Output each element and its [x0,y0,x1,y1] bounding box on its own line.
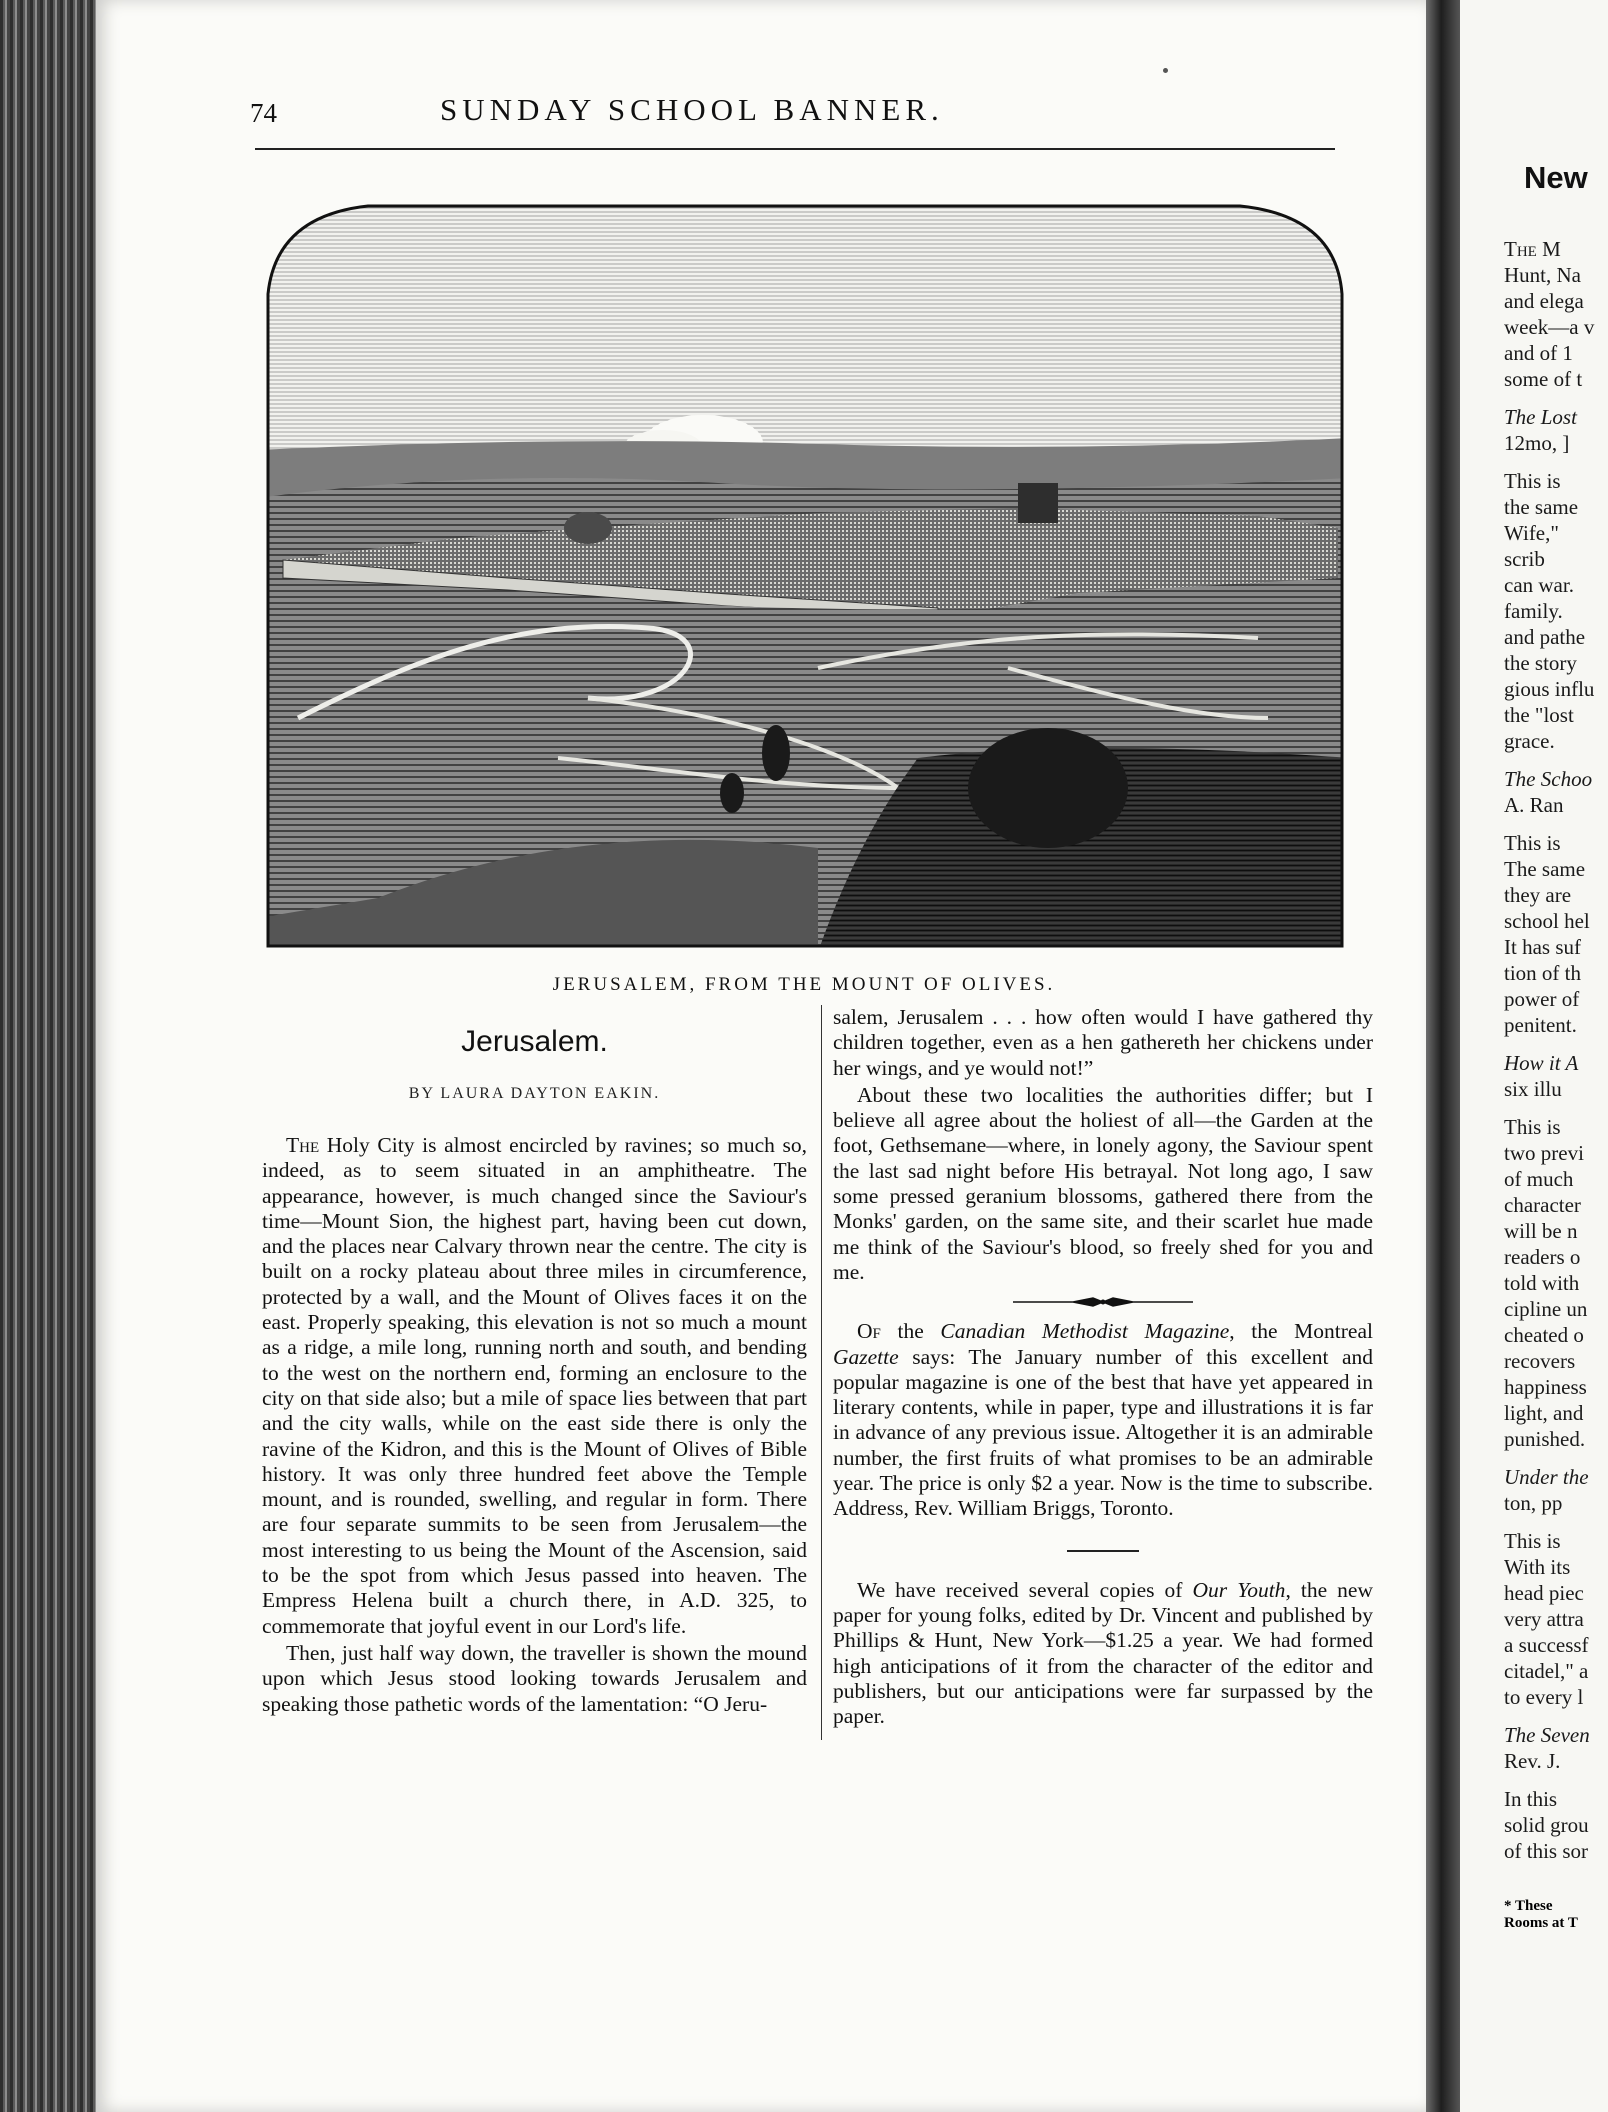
right-page-line: The same [1504,857,1586,881]
paragraph-text: Holy City is almost encircled by ravines; so much so, indeed, as to seem situated in an amphitheatre. The appearance, however, is much changed since the Saviour's time—Mount Sion, the highest part, having been cut down, and the places near Calvary thrown near the centre. The city is built on a rocky plateau about three miles in circumference, protected by a wall, and the Mount of Olives faces it on the east. Properly speaking, this elevation is not so much a mount as a ridge, a mile long, running north and south, and bending to the west on the northern end, forming an enclosure to the city on that side also; but a mile of space lies between that part and the city walls, while on the east side there is only the ravine of the Kidron, and this is the Mount of Olives of Bible history. It was only three hundred feet above the Temple mount, and is rounded, swelling, and regular in form. There are four separate summits to be seen from Jerusalem—the most interesting to us being the Mount of the Ascension, said to be the spot from which Jesus passed into heaven. The Empress Helena built a church there, in A.D. 325, to commemorate that joyful event in our Lord's life. [262,1133,807,1638]
right-page-line: very attra [1504,1607,1584,1631]
notice-magazine [833,1319,1373,1521]
right-page-line: the same [1504,495,1579,519]
right-page-line: head piec [1504,1581,1584,1605]
right-page-line: week—a v [1504,315,1595,339]
right-page-line: they are [1504,883,1572,907]
right-page-line: The M [1504,237,1561,261]
right-page-line: to every l [1504,1685,1584,1709]
right-page-line: told with [1504,1271,1580,1295]
running-title: SUNDAY SCHOOL BANNER. [440,92,944,127]
right-page-line: solid grou [1504,1813,1589,1837]
right-page-line: This is [1504,1115,1561,1139]
right-page-line: 12mo, ] [1504,431,1570,455]
ornamental-divider [833,1285,1373,1319]
right-page-line: How it A [1504,1051,1579,1075]
article-column-right [833,1005,1373,1729]
right-page-line: This is [1504,1529,1561,1553]
article-paragraph-3: salem, Jerusalem . . . how often would I have gathered thy children together, even as a hen gathereth her chickens under her wings, and ye would not!” [833,1005,1373,1080]
right-page-line: ton, pp [1504,1491,1563,1515]
column-rule [821,1005,822,1740]
right-page-line: cipline un [1504,1297,1588,1321]
right-page-line: will be n [1504,1219,1578,1243]
right-page-line: happiness [1504,1375,1587,1399]
right-page-line: grace. [1504,729,1555,753]
notice-text: We have received several copies of [857,1577,1193,1602]
right-page-line: the "lost [1504,703,1574,727]
right-page-line: Hunt, Na [1504,263,1581,287]
article-paragraph-4: About these two localities the authorities differ; but I believe all agree about the holiest of all—the Garden at the foot, Gethsemane—where, in lonely agony, the Saviour spent the last sad night before His betrayal. Not long ago, I saw some pressed geranium blossoms, gathered there from the Monks' garden, on the same site, and their scarlet hue made me think of the Saviour's blood, so freely shed for you and me. [833,1082,1373,1284]
right-page-line: the story [1504,651,1577,675]
drop-word: The [286,1133,320,1157]
right-page-line: Under the [1504,1465,1589,1489]
header-rule [255,148,1335,150]
right-page-line: cheated o [1504,1323,1584,1347]
book-page-edges [0,0,96,2112]
right-page-line: citadel," a [1504,1659,1589,1683]
article-byline: BY LAURA DAYTON EAKIN. [408,1085,661,1102]
right-page-line: scrib [1504,547,1545,571]
right-page-line: It has suf [1504,935,1581,959]
right-page-line: With its [1504,1555,1571,1579]
right-page-line: penitent. [1504,1013,1577,1037]
right-page-line: tion of th [1504,961,1581,985]
article-column-left [262,1025,807,1717]
illustration-caption: JERUSALEM, FROM THE MOUNT OF OLIVES. [552,974,1056,995]
right-page-line: family. [1504,599,1563,623]
right-page-line: punished. [1504,1427,1586,1451]
notice-our-youth [833,1578,1373,1730]
article-paragraph-1 [262,1133,807,1639]
right-page-line: This is [1504,831,1561,855]
page-number: 74 [250,98,277,128]
right-page-line: The Lost [1504,405,1577,429]
right-page-line: power of [1504,987,1580,1011]
right-page-line: of this sor [1504,1839,1588,1863]
right-page-line: some of t [1504,367,1583,391]
right-page-text [1504,160,1608,1932]
right-page-edge [1460,0,1608,2112]
right-page-line: school hel [1504,909,1590,933]
right-page-line: Wife," [1504,521,1559,545]
right-page-line: two previ [1504,1141,1584,1165]
right-page-line: In this [1504,1787,1558,1811]
right-page-lines [1504,236,1608,1864]
notice-text: says: The January number of this excellent and popular magazine is one of the best that have yet appeared in literary contents, while in paper, type and illustrations it is far in advance of any previous issue. Altogether it is an admirable number, the first fruits of what promises to be an admirable year. The price is only $2 a year. Now is the time to subscribe. Address, Rev. William Briggs, Toronto. [833,1344,1373,1521]
ink-speck [1163,68,1168,73]
notice-text: , the new paper for young folks, edited by Dr. Vincent and published by Phillips & Hunt, New York—$1.25 a year. We had formed high anticipations of it from the character of the editor and publishers, but our anticipations were far surpassed by the paper. [833,1577,1373,1729]
right-page-footnote-1: * These [1504,1898,1553,1914]
right-page-line: can war. [1504,573,1574,597]
right-page-line: six illu [1504,1077,1562,1101]
right-page-heading: New [1524,160,1588,195]
right-page-line: A. Ran [1504,793,1564,817]
right-page-line: The Seven [1504,1723,1590,1747]
right-page-line: and elega [1504,289,1584,313]
right-page-line: recovers [1504,1349,1576,1373]
article-title: Jerusalem. [461,1025,608,1058]
right-page-line: a successf [1504,1633,1589,1657]
right-page-line: gious influ [1504,677,1595,701]
right-page-line: This is [1504,469,1561,493]
jerusalem-engraving [258,198,1350,952]
gazette-title: Gazette [833,1344,899,1369]
article-paragraph-2: Then, just half way down, the traveller is shown the mound upon which Jesus stood looking towards Jerusalem and speaking those pathetic words of the lamentation: “O Jeru- [262,1640,807,1716]
drop-word: Of [857,1319,881,1344]
notice-text: the [880,1319,941,1344]
right-page-line: Rev. J. [1504,1749,1561,1773]
paper-title: Our Youth [1192,1577,1286,1602]
right-page-footnote-2: Rooms at T [1504,1915,1578,1931]
notice-text: , the Montreal [1229,1319,1373,1344]
right-page-line: readers o [1504,1245,1581,1269]
book-gutter [1426,0,1460,2112]
right-page-line: and pathe [1504,625,1586,649]
right-page-line: light, and [1504,1401,1584,1425]
right-page-line: The Schoo [1504,767,1593,791]
short-divider [1067,1550,1139,1552]
ornament-rule-icon [1013,1295,1193,1309]
magazine-title: Canadian Methodist Magazine [940,1319,1230,1344]
right-page-line: and of 1 [1504,341,1573,365]
right-page-line: of much [1504,1167,1574,1191]
right-page-line: character [1504,1193,1581,1217]
